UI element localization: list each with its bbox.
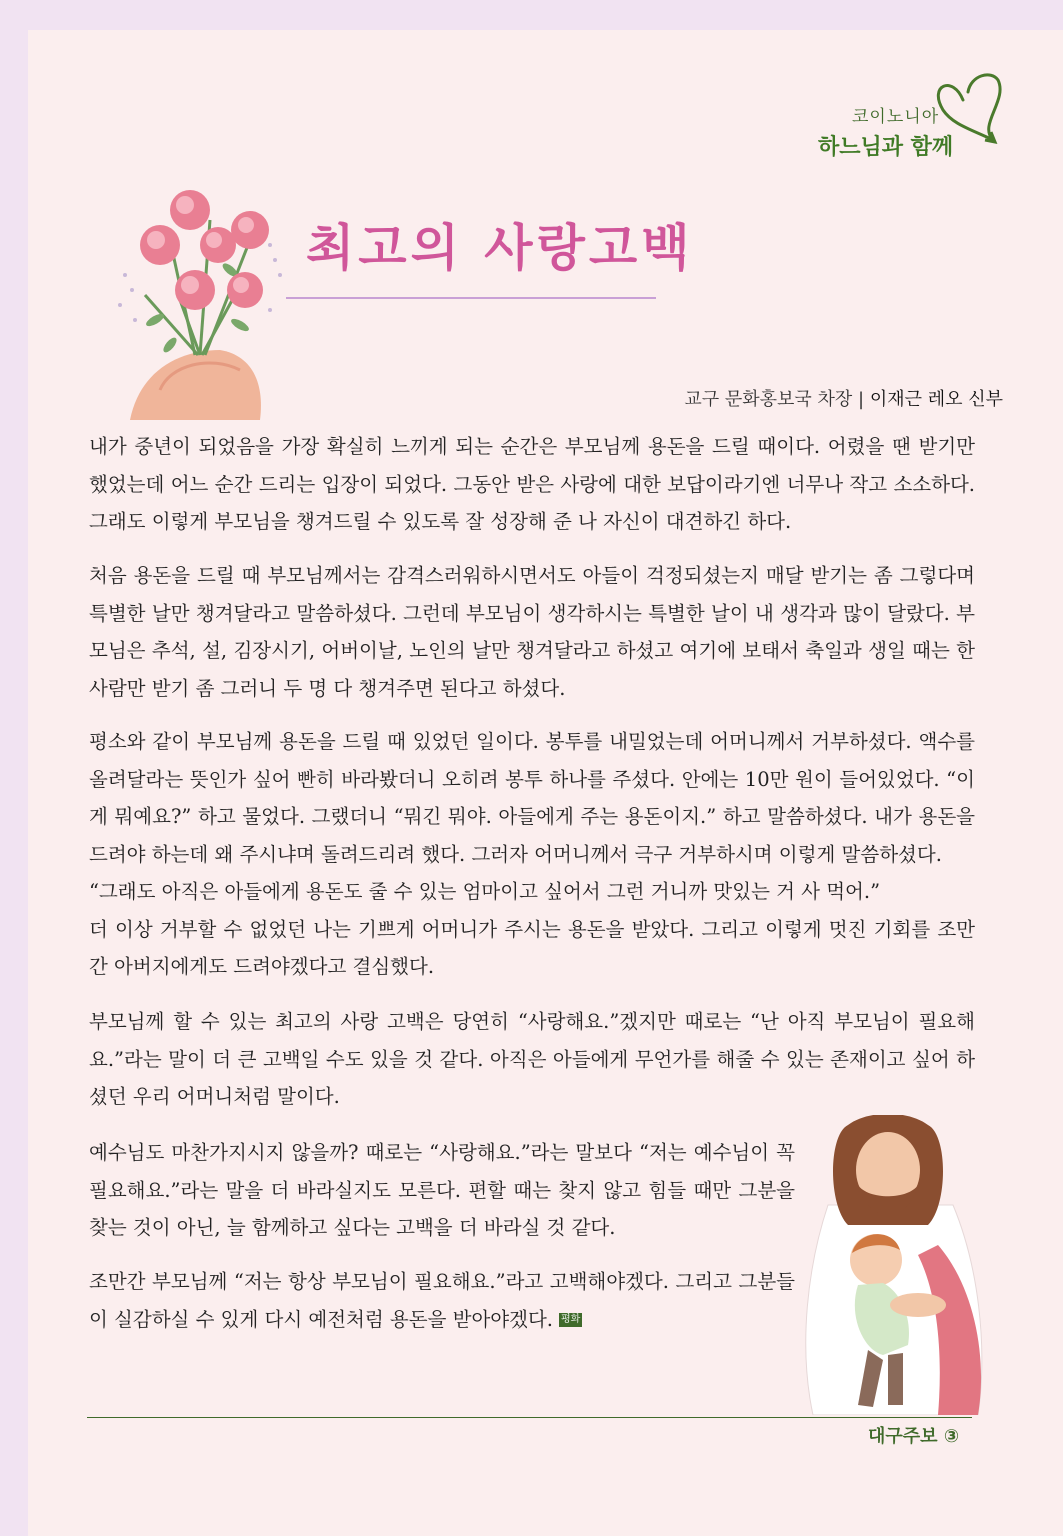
article-title: 최고의 사랑고백 <box>306 219 694 277</box>
footer-divider <box>87 1417 972 1418</box>
article-paragraph <box>89 723 975 986</box>
paragraph-1: 내가 중년이 되었음을 가장 확실히 느끼게 되는 순간은 부모님께 용돈을 드릴 때이다. 어렸을 땐 받기만 했었는데 어느 순간 드리는 입장이 되었다. 그동안 받은 사랑에 대한 보답이라기엔 너무나 작고 소소하다. 그래도 이렇게 부모님을 챙겨드릴 수 있도록 잘 성장해 준 나 자신이 대견하긴 하다. <box>89 435 975 533</box>
page <box>28 30 1063 1536</box>
paragraph-7: 조만간 부모님께 “저는 항상 부모님이 필요해요.”라고 고백해야겠다. 그리고 그분들이 실감하실 수 있게 다시 예전처럼 용돈을 받아야겠다. <box>89 1270 795 1331</box>
end-mark: 평화 <box>561 1314 581 1325</box>
article-paragraph <box>89 1134 795 1247</box>
article-paragraph <box>89 1003 975 1116</box>
paragraph-3: 평소와 같이 부모님께 용돈을 드릴 때 있었던 일이다. 봉투를 내밀었는데 어머니께서 거부하셨다. 액수를 올려달라는 뜻인가 싶어 빤히 바라봤더니 오히려 봉투 하나를 주셨다. 안에는 10만 원이 들어있었다. “이게 뭐예요?” 하고 물었다. 그랬더니 “뭐긴 뭐야. 아들에게 주는 용돈이지.” 하고 말씀하셨다. 내가 용돈을 드려야 하는데 왜 주시냐며 돌려드리려 했다. 그러자 어머니께서 극구 거부하시며 이렇게 말씀하셨다. <box>89 730 975 866</box>
article-paragraph <box>89 557 975 707</box>
title-divider <box>286 297 656 299</box>
byline <box>684 385 1003 411</box>
carnation-bouquet-illustration <box>100 180 290 420</box>
page-footer: 대구주보 ③ <box>868 1426 960 1447</box>
koinonia-logo <box>818 70 1008 190</box>
article-paragraph <box>89 428 975 541</box>
logo-small-text: 코이노니아 <box>852 107 940 127</box>
paragraph-5: 부모님께 할 수 있는 최고의 사랑 고백은 당연히 “사랑해요.”겠지만 때로는 “난 아직 부모님이 필요해요.”라는 말이 더 큰 고백일 수도 있을 것 같다. 아직은 아들에게 무언가를 해줄 수 있는 존재이고 싶어 하셨던 우리 어머니처럼 말이다. <box>89 1010 975 1108</box>
paragraph-4: 더 이상 거부할 수 없었던 나는 기쁘게 어머니가 주시는 용돈을 받았다. 그리고 이렇게 멋진 기회를 조만간 아버지에게도 드려야겠다고 결심했다. <box>89 917 975 978</box>
logo-big-text: 하느님과 함께 <box>818 135 954 160</box>
paragraph-6: 예수님도 마찬가지시지 않을까? 때로는 “사랑해요.”라는 말보다 “저는 예수님이 꼭 필요해요.”라는 말을 더 바라실지도 모른다. 편할 때는 찾지 않고 힘들 때만 그분을 찾는 것이 아닌, 늘 함께하고 싶다는 고백을 더 바라실 것 같다. <box>89 1141 795 1239</box>
byline-author: 이재근 레오 신부 <box>869 389 1003 410</box>
paragraph-quote: “그래도 아직은 아들에게 용돈도 줄 수 있는 엄마이고 싶어서 그런 거니까 맛있는 거 사 먹어.” <box>89 880 881 903</box>
jesus-embracing-child-illustration <box>788 1115 988 1415</box>
byline-department: 교구 문화홍보국 차장 | <box>684 389 870 410</box>
paragraph-2: 처음 용돈을 드릴 때 부모님께서는 감격스러워하시면서도 아들이 걱정되셨는지 매달 받기는 좀 그렇다며 특별한 날만 챙겨달라고 말씀하셨다. 그런데 부모님이 생각하시는 특별한 날이 내 생각과 많이 달랐다. 부모님은 추석, 설, 김장시기, 어버이날, 노인의 날만 챙겨달라고 하셨고 여기에 보태서 축일과 생일 때는 한 사람만 받기 좀 그러니 두 명 다 챙겨주면 된다고 하셨다. <box>89 564 976 700</box>
article-paragraph <box>89 1263 795 1338</box>
